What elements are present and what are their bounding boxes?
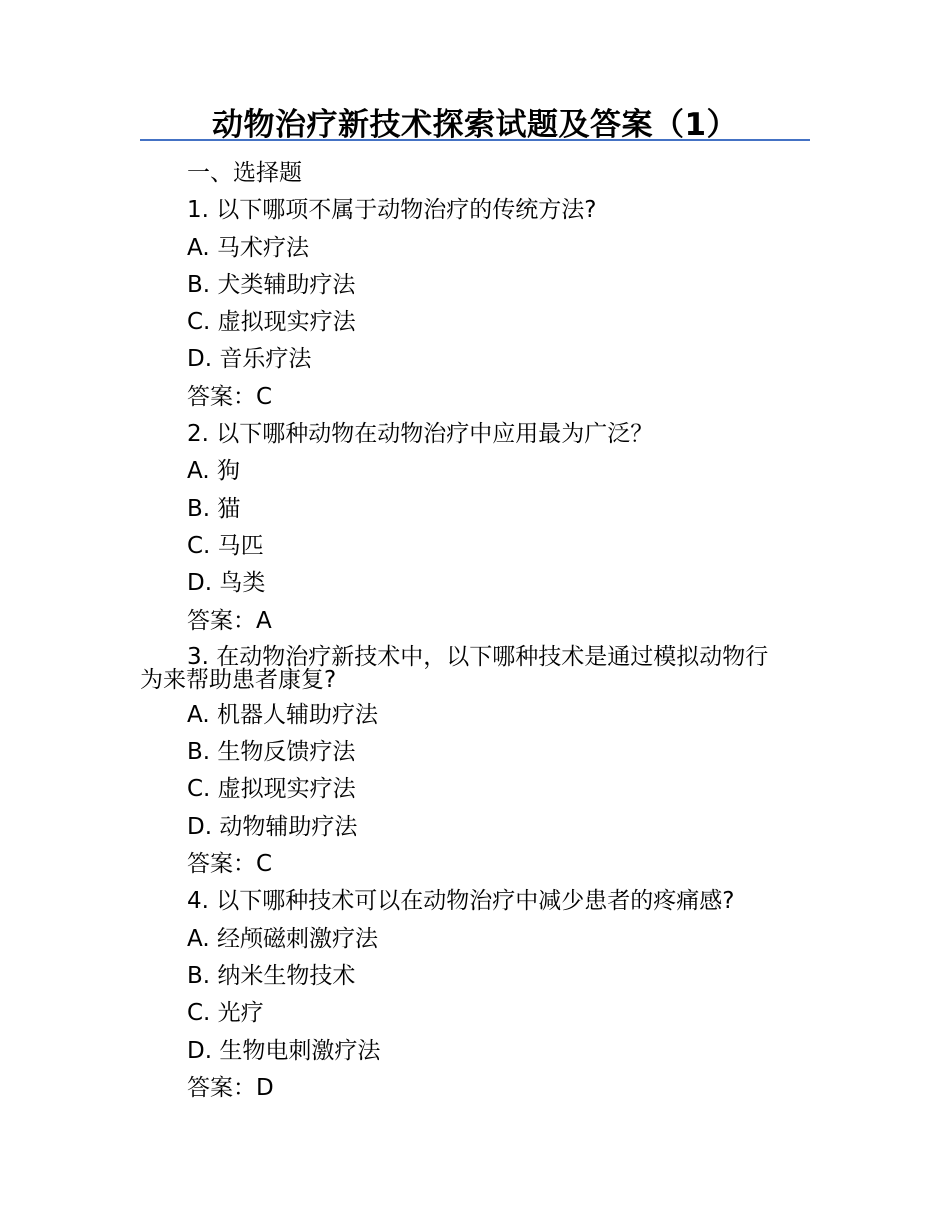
question-2-answer: 答案：A — [187, 607, 272, 634]
question-2-option-b: B. 猫 — [187, 495, 241, 522]
question-2-option-d: D. 鸟类 — [187, 570, 266, 597]
title-underline — [140, 139, 810, 141]
question-3-option-b: B. 生物反馈疗法 — [187, 739, 356, 766]
question-3-option-c: C. 虚拟现实疗法 — [187, 776, 356, 803]
question-4-answer: 答案：D — [187, 1074, 274, 1101]
question-1-option-c: C. 虚拟现实疗法 — [187, 309, 356, 336]
question-1-option-a: A. 马术疗法 — [187, 234, 309, 261]
question-1-option-d: D. 音乐疗法 — [187, 346, 312, 373]
question-3-text-line-1: 3. 在动物治疗新技术中，以下哪种技术是通过模拟动物行 — [187, 643, 769, 670]
question-4-option-b: B. 纳米生物技术 — [187, 962, 356, 989]
question-2-option-c: C. 马匹 — [187, 532, 264, 559]
question-2-text: 2. 以下哪种动物在动物治疗中应用最为广泛？ — [187, 421, 654, 448]
question-1-text: 1. 以下哪项不属于动物治疗的传统方法? — [187, 197, 597, 224]
section-heading: 一、选择题 — [187, 160, 302, 186]
question-1-answer: 答案：C — [187, 383, 273, 410]
question-1-option-b: B. 犬类辅助疗法 — [187, 271, 356, 298]
question-3-answer: 答案：C — [187, 851, 273, 878]
question-4-text: 4. 以下哪种技术可以在动物治疗中减少患者的疼痛感? — [187, 888, 735, 915]
question-2-option-a: A. 狗 — [187, 458, 240, 485]
question-4-option-d: D. 生物电刺激疗法 — [187, 1037, 381, 1064]
document-title: 动物治疗新技术探索试题及答案（1） — [211, 107, 739, 143]
question-4-option-a: A. 经颅磁刺激疗法 — [187, 925, 378, 952]
question-3-text-line-2: 为来帮助患者康复? — [140, 666, 337, 693]
document-body — [140, 155, 810, 1107]
question-3-option-a: A. 机器人辅助疗法 — [187, 701, 378, 728]
question-3-text — [140, 640, 810, 697]
question-4-option-c: C. 光疗 — [187, 1000, 264, 1027]
question-3-option-d: D. 动物辅助疗法 — [187, 813, 358, 840]
